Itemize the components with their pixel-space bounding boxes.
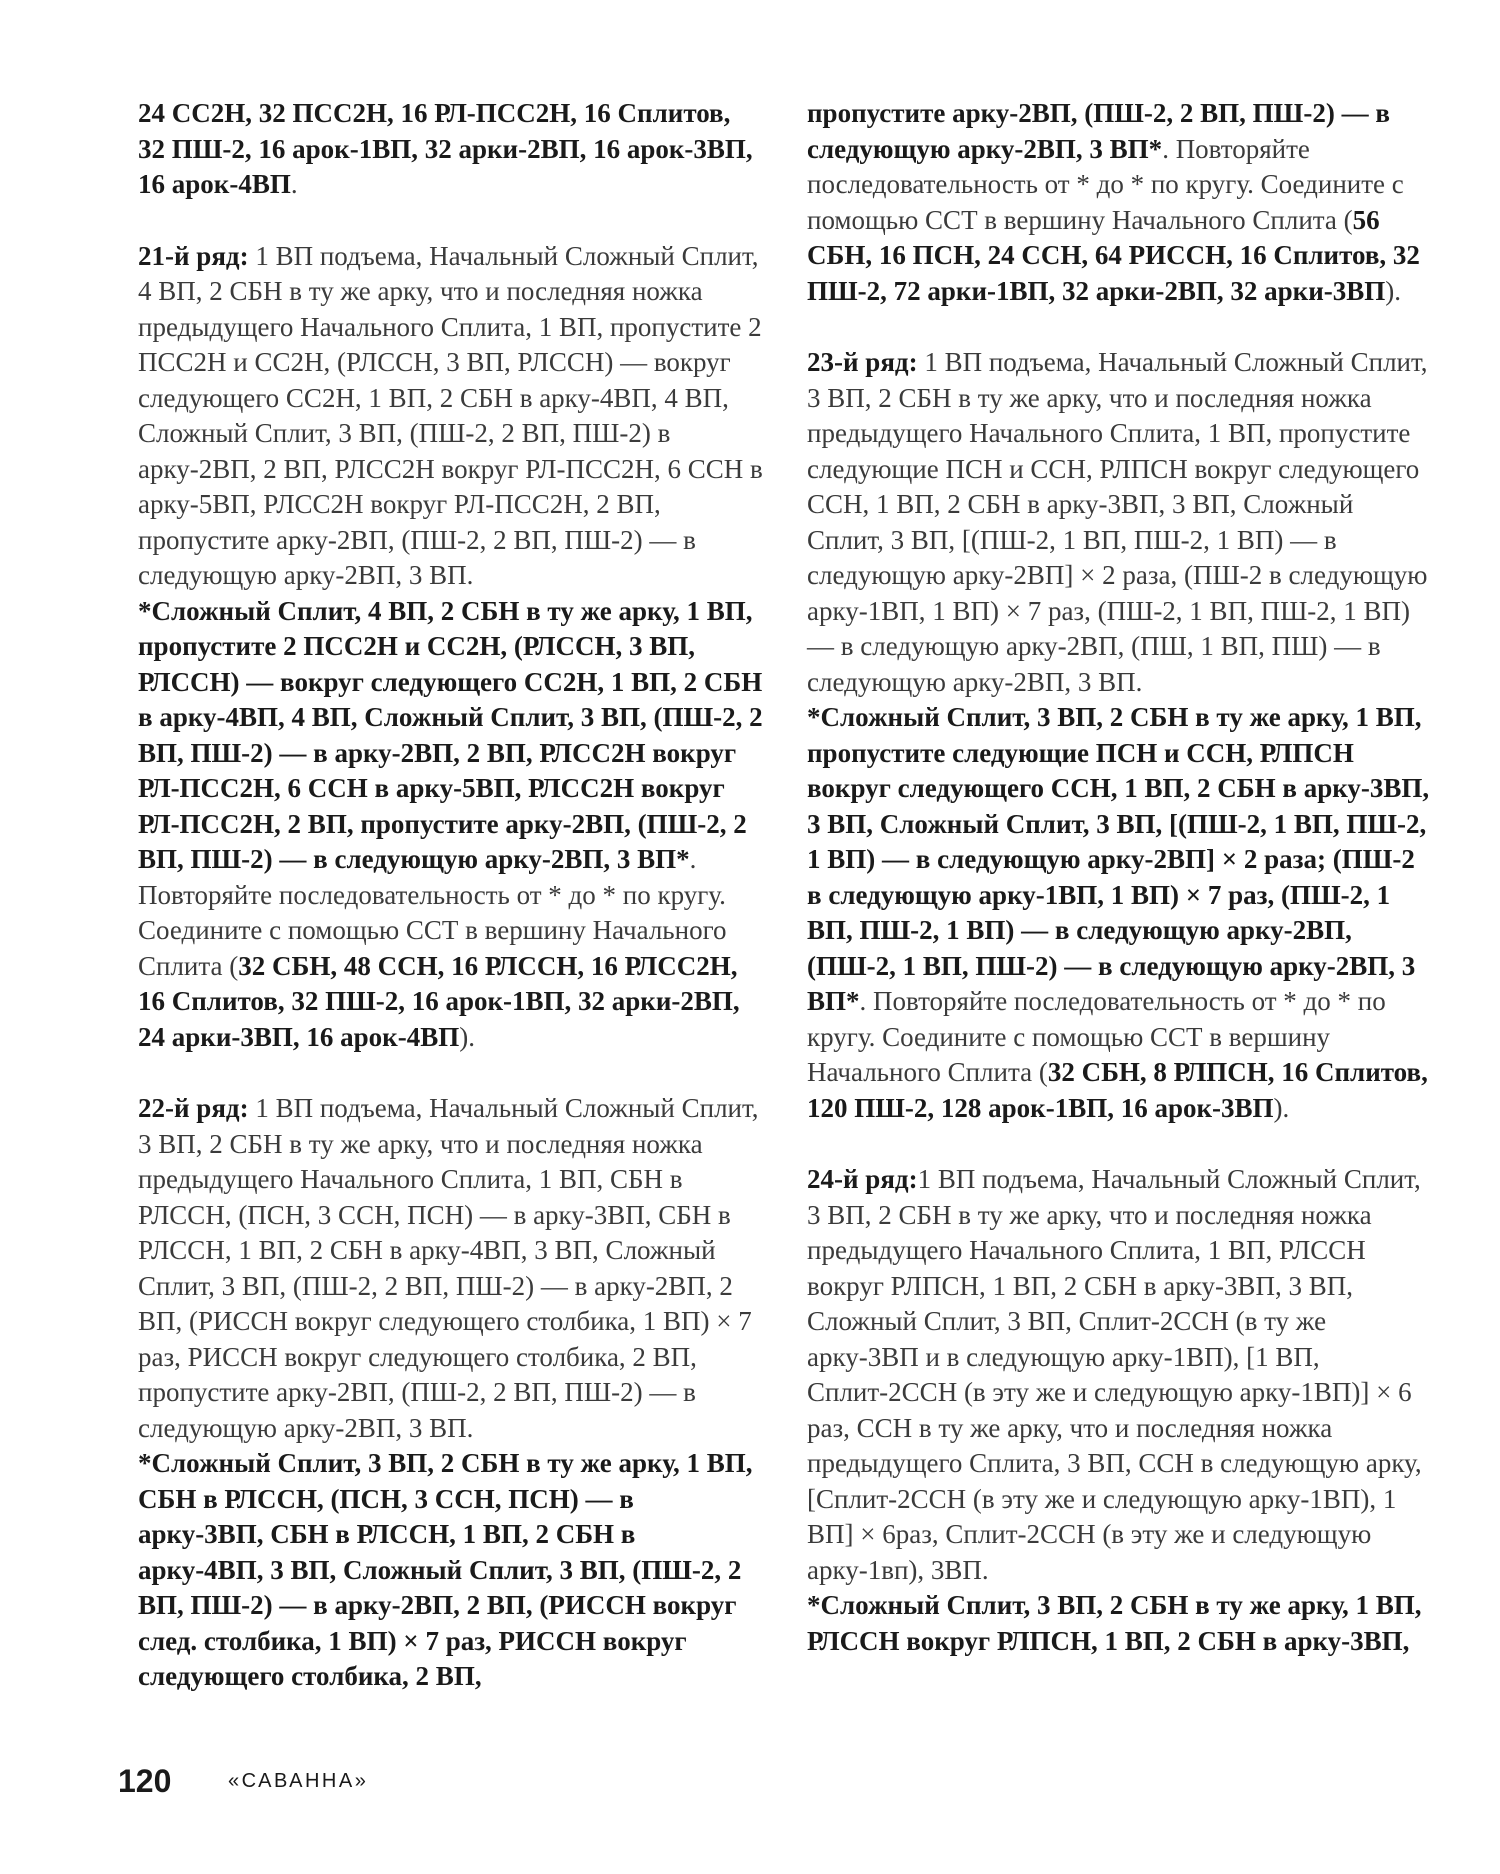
row-24-repeat	[807, 1588, 1432, 1659]
row-21-repeat-normal: . Повторяйте последовательность от * до * по кругу. Соедините с помощью ССТ в вершину Начального Сплита (	[138, 844, 727, 981]
row-21-end: ).	[459, 1021, 475, 1052]
left-column	[138, 96, 763, 1736]
row-22-totals: 56 СБН, 16 ПСН, 24 ССН, 64 РИССН, 16 Сплитов, 32 ПШ-2, 72 арки-1ВП, 32 арки-2ВП, 32 арки-3ВП	[807, 204, 1420, 306]
row-23-end: ).	[1273, 1092, 1290, 1123]
row-24-repeat-bold: *Сложный Сплит, 3 ВП, 2 СБН в ту же арку, 1 ВП, РЛССН вокруг РЛПСН, 1 ВП, 2 СБН в арку-3ВП,	[807, 1590, 1422, 1656]
row-24-label: 24-й ряд:	[807, 1164, 918, 1194]
row-22-continuation	[807, 96, 1432, 309]
row-21-instructions	[138, 239, 763, 594]
row-22-continuation-bold: пропустите арку-2ВП, (ПШ-2, 2 ВП, ПШ-2) — в следующую арку-2ВП, 3 ВП*	[807, 98, 1390, 164]
row-23-totals: 32 СБН, 8 РЛПСН, 16 Сплитов, 120 ПШ-2, 128 арок-1ВП, 16 арок-3ВП	[807, 1057, 1428, 1123]
row-23-instructions	[807, 345, 1432, 700]
row-22-instructions	[138, 1091, 763, 1446]
row-21-repeat	[138, 594, 763, 1056]
paragraph-gap	[807, 309, 1432, 345]
paragraph-gap	[138, 203, 763, 239]
paragraph-gap	[138, 1055, 763, 1091]
row-23-repeat-bold: *Сложный Сплит, 3 ВП, 2 СБН в ту же арку, 1 ВП, пропустите следующие ПСН и ССН, РЛПСН вокруг следующего ССН, 1 ВП, 2 СБН в арку-3ВП, 3 ВП, Сложный Сплит, 3 ВП, [(ПШ-2, 1 ВП, ПШ-2, 1 ВП) — в следующую арку-2ВП] × 2 раза; (ПШ-2 в следующую арку-1ВП, 1 ВП) × 7 раз, (ПШ-2, 1 ВП, ПШ-2, 1 ВП) — в следующую арку-2ВП, (ПШ-2, 1 ВП, ПШ-2) — в следующую арку-2ВП, 3 ВП*	[807, 702, 1430, 1016]
paragraph-gap	[807, 1126, 1432, 1162]
row-23-text: 1 ВП подъема, Начальный Сложный Сплит, 3 ВП, 2 СБН в ту же арку, что и последняя ножка предыдущего Начального Сплита, 1 ВП, пропустите следующие ПСН и ССН, РЛПСН вокруг следующего ССН, 1 ВП, 2 СБН в арку-3ВП, 3 ВП, Сложный Сплит, 3 ВП, [(ПШ-2, 1 ВП, ПШ-2, 1 ВП) — в следующую арку-2ВП] × 2 раза, (ПШ-2 в следующую арку-1ВП, 1 ВП) × 7 раз, (ПШ-2, 1 ВП, ПШ-2, 1 ВП) — в следующую арку-2ВП, (ПШ, 1 ВП, ПШ) — в следующую арку-2ВП, 3 ВП.	[807, 347, 1428, 697]
row-22-continuation-normal: . Повторяйте последовательность от * до * по кругу. Соедините с помощью ССТ в вершину Начального Сплита (	[807, 133, 1404, 235]
right-column	[807, 96, 1432, 1736]
row-23-label: 23-й ряд:	[807, 347, 918, 377]
row-21-label: 21-й ряд:	[138, 240, 249, 271]
chapter-title: «САВАННА»	[228, 1770, 369, 1792]
totals-end: .	[290, 169, 298, 199]
row-23-repeat	[807, 700, 1432, 1126]
row-22-label: 22-й ряд:	[138, 1093, 249, 1123]
row-24-text: 1 ВП подъема, Начальный Сложный Сплит, 3 ВП, 2 СБН в ту же арку, что и последняя ножка предыдущего Начального Сплита, 1 ВП, РЛССН вокруг РЛПСН, 1 ВП, 2 СБН в арку-3ВП, 3 ВП, Сложный Сплит, 3 ВП, Сплит-2ССН (в ту же арку-3ВП и в следующую арку-1ВП), [1 ВП, Сплит-2ССН (в эту же и следующую арку-1ВП)] × 6 раз, ССН в ту же арку, что и последняя ножка предыдущего Сплита, 3 ВП, ССН в следующую арку, [Сплит-2ССН (в эту же и следующую арку-1ВП), 1 ВП] × 6раз, Сплит-2ССН (в эту же и следующую арку-1вп), 3ВП.	[807, 1164, 1422, 1585]
row-21-text: 1 ВП подъема, Начальный Сложный Сплит, 4 ВП, 2 СБН в ту же арку, что и последняя ножка предыдущего Начального Сплита, 1 ВП, пропустите 2 ПСС2Н и СС2Н, (РЛССН, 3 ВП, РЛССН) — вокруг следующего СС2Н, 1 ВП, 2 СБН в арку-4ВП, 4 ВП, Сложный Сплит, 3 ВП, (ПШ-2, 2 ВП, ПШ-2) в арку-2ВП, 2 ВП, РЛСС2Н вокруг РЛ-ПСС2Н, 6 ССН в арку-5ВП, РЛСС2Н вокруг РЛ-ПСС2Н, 2 ВП, пропустите арку-2ВП, (ПШ-2, 2 ВП, ПШ-2) — в следующую арку-2ВП, 3 ВП.	[138, 240, 763, 590]
row-21-repeat-bold: *Сложный Сплит, 4 ВП, 2 СБН в ту же арку, 1 ВП, пропустите 2 ПСС2Н и СС2Н, (РЛССН, 3 ВП, РЛССН) — вокруг следующего СС2Н, 1 ВП, 2 СБН в арку-4ВП, 4 ВП, Сложный Сплит, 3 ВП, (ПШ-2, 2 ВП, ПШ-2) — в арку-2ВП, 2 ВП, РЛСС2Н вокруг РЛ-ПСС2Н, 6 ССН в арку-5ВП, РЛСС2Н вокруг РЛ-ПСС2Н, 2 ВП, пропустите арку-2ВП, (ПШ-2, 2 ВП, ПШ-2) — в следующую арку-2ВП, 3 ВП*	[138, 595, 763, 874]
row-21-totals: 32 СБН, 48 ССН, 16 РЛССН, 16 РЛСС2Н, 16 Сплитов, 32 ПШ-2, 16 арок-1ВП, 32 арки-2ВП, 24 арки-3ВП, 16 арок-4ВП	[138, 950, 740, 1052]
page-number: 120	[118, 1763, 172, 1799]
row-24-instructions	[807, 1162, 1432, 1588]
row-22-repeat	[138, 1446, 763, 1695]
row-23-repeat-normal: . Повторяйте последовательность от * до * по кругу. Соедините с помощью ССТ в вершину Начального Сплита (	[807, 986, 1386, 1087]
totals-paragraph-row20	[138, 96, 763, 203]
row-22-text: 1 ВП подъема, Начальный Сложный Сплит, 3 ВП, 2 СБН в ту же арку, что и последняя ножка предыдущего Начального Сплита, 1 ВП, СБН в РЛССН, (ПСН, 3 ССН, ПСН) — в арку-3ВП, СБН в РЛССН, 1 ВП, 2 СБН в арку-4ВП, 3 ВП, Сложный Сплит, 3 ВП, (ПШ-2, 2 ВП, ПШ-2) — в арку-2ВП, 2 ВП, (РИССН вокруг следующего столбика, 1 ВП) × 7 раз, РИССН вокруг следующего столбика, 2 ВП, пропустите арку-2ВП, (ПШ-2, 2 ВП, ПШ-2) — в следующую арку-2ВП, 3 ВП.	[138, 1093, 759, 1443]
row-22-repeat-bold: *Сложный Сплит, 3 ВП, 2 СБН в ту же арку, 1 ВП, СБН в РЛССН, (ПСН, 3 ССН, ПСН) — в арку-3ВП, СБН в РЛССН, 1 ВП, 2 СБН в арку-4ВП, 3 ВП, Сложный Сплит, 3 ВП, (ПШ-2, 2 ВП, ПШ-2) — в арку-2ВП, 2 ВП, (РИССН вокруг след. столбика, 1 ВП) × 7 раз, РИССН вокруг следующего столбика, 2 ВП,	[138, 1448, 753, 1691]
totals-bold: 24 СС2Н, 32 ПСС2Н, 16 РЛ-ПСС2Н, 16 Сплитов, 32 ПШ-2, 16 арок-1ВП, 32 арки-2ВП, 16 арок-3ВП, 16 арок-4ВП	[138, 98, 753, 199]
row-22-end: ).	[1385, 275, 1402, 306]
